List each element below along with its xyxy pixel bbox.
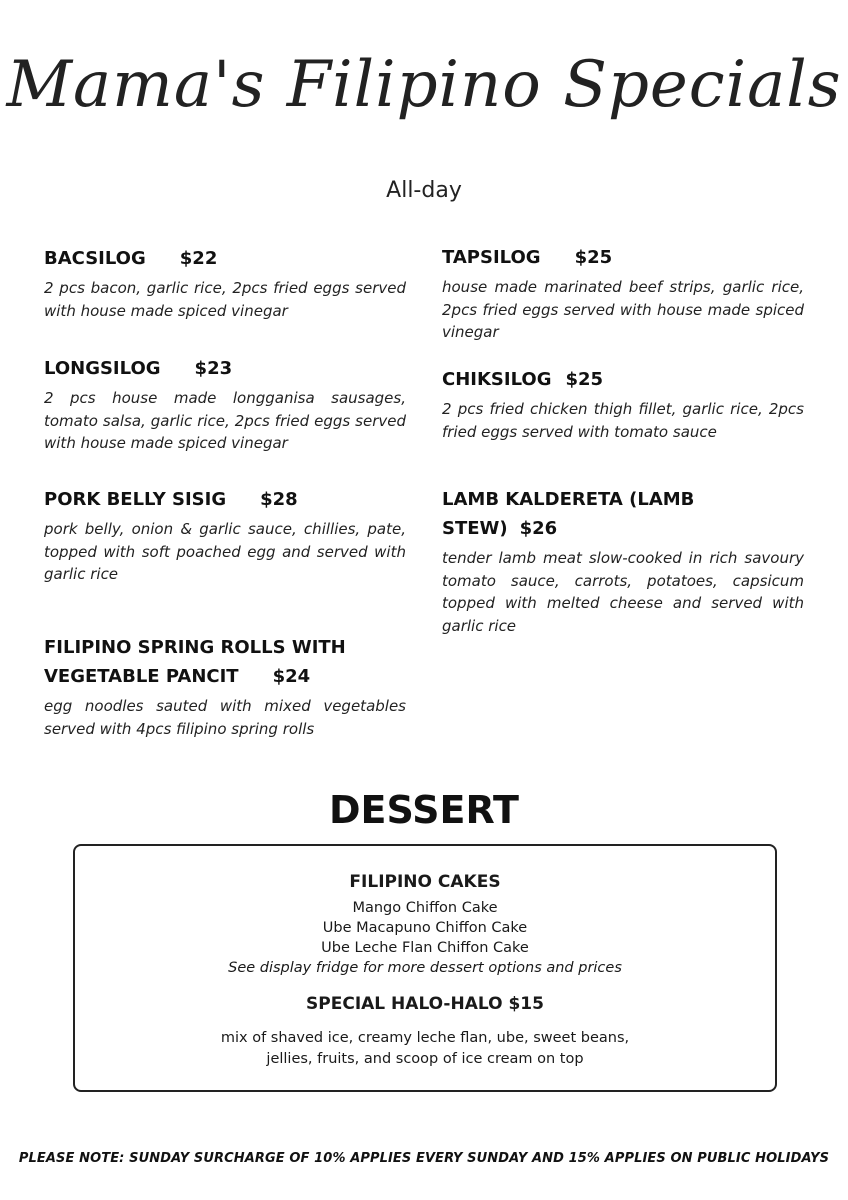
menu-item-tapsilog [442,243,804,344]
cakes-note: See display fridge for more dessert options and prices [228,960,622,976]
menu-item-lamb-kaldereta [442,485,804,637]
filipino-cakes-title: FILIPINO CAKES [349,872,501,892]
item-name: BACSILOG [44,248,146,269]
item-price: $22 [179,248,218,269]
item-description: egg noodles sauted with mixed vegetables served with 4pcs filipino spring rolls [44,697,406,738]
item-price: $28 [260,489,298,510]
dessert-heading: DESSERT [329,788,519,832]
item-description: 2 pcs house made longganisa sausages, tomato salsa, garlic rice, 2pcs fried eggs served with house made spiced vinegar [44,389,406,452]
menu-item-spring-rolls-pancit [44,633,406,740]
item-title [442,485,804,543]
item-price: $23 [194,358,233,379]
menu-item-bacsilog [44,244,406,322]
item-price: $24 [272,666,311,687]
cake-item: Ube Macapuno Chiffon Cake [322,920,528,936]
cake-item: Mango Chiffon Cake [352,900,498,916]
item-title [44,354,406,383]
menu-item-chiksilog [442,365,804,443]
halo-halo-title: SPECIAL HALO-HALO $15 [306,994,544,1014]
item-name: PORK BELLY SISIG [44,489,227,510]
item-title [44,633,406,691]
item-description: 2 pcs bacon, garlic rice, 2pcs fried eggs served with house made spiced vinegar [44,279,406,320]
item-name: LONGSILOG [44,358,161,379]
item-name-line2: VEGETABLE PANCIT [44,666,239,687]
item-title [44,244,406,273]
halo-halo-description: mix of shaved ice, creamy leche flan, ube, sweet beans, jellies, fruits, and scoop of ice cream on top [220,1030,630,1067]
item-title [442,365,804,394]
menu-item-pork-belly-sisig [44,485,406,586]
item-description: 2 pcs fried chicken thigh fillet, garlic rice, 2pcs fried eggs served with tomato sauce [442,400,804,441]
item-price: $25 [565,369,604,390]
item-description: tender lamb meat slow-cooked in rich savoury tomato sauce, carrots, potatoes, capsicum topped with melted cheese and served with garlic rice [442,549,804,635]
item-name: CHIKSILOG [442,369,552,390]
item-price: $25 [574,247,613,268]
item-title [442,243,804,272]
item-description: house made marinated beef strips, garlic rice, 2pcs fried eggs served with house made spiced vinegar [442,278,804,341]
page-subtitle: All-day [386,178,462,203]
item-title [44,485,406,514]
page-title: Mama's Filipino Specials [6,48,842,122]
surcharge-note: PLEASE NOTE: SUNDAY SURCHARGE OF 10% APPLIES EVERY SUNDAY AND 15% APPLIES ON PUBLIC HOLIDAYS [18,1151,830,1166]
item-description: pork belly, onion & garlic sauce, chillies, pate, topped with soft poached egg and served with garlic rice [44,520,406,583]
item-name: LAMB KALDERETA (LAMB STEW) [442,489,695,539]
dessert-box [73,844,777,1092]
item-name-line1: FILIPINO SPRING ROLLS WITH [44,637,346,658]
cake-item: Ube Leche Flan Chiffon Cake [321,940,529,956]
item-name: TAPSILOG [442,247,541,268]
menu-item-longsilog [44,354,406,455]
item-price: $26 [519,518,558,539]
